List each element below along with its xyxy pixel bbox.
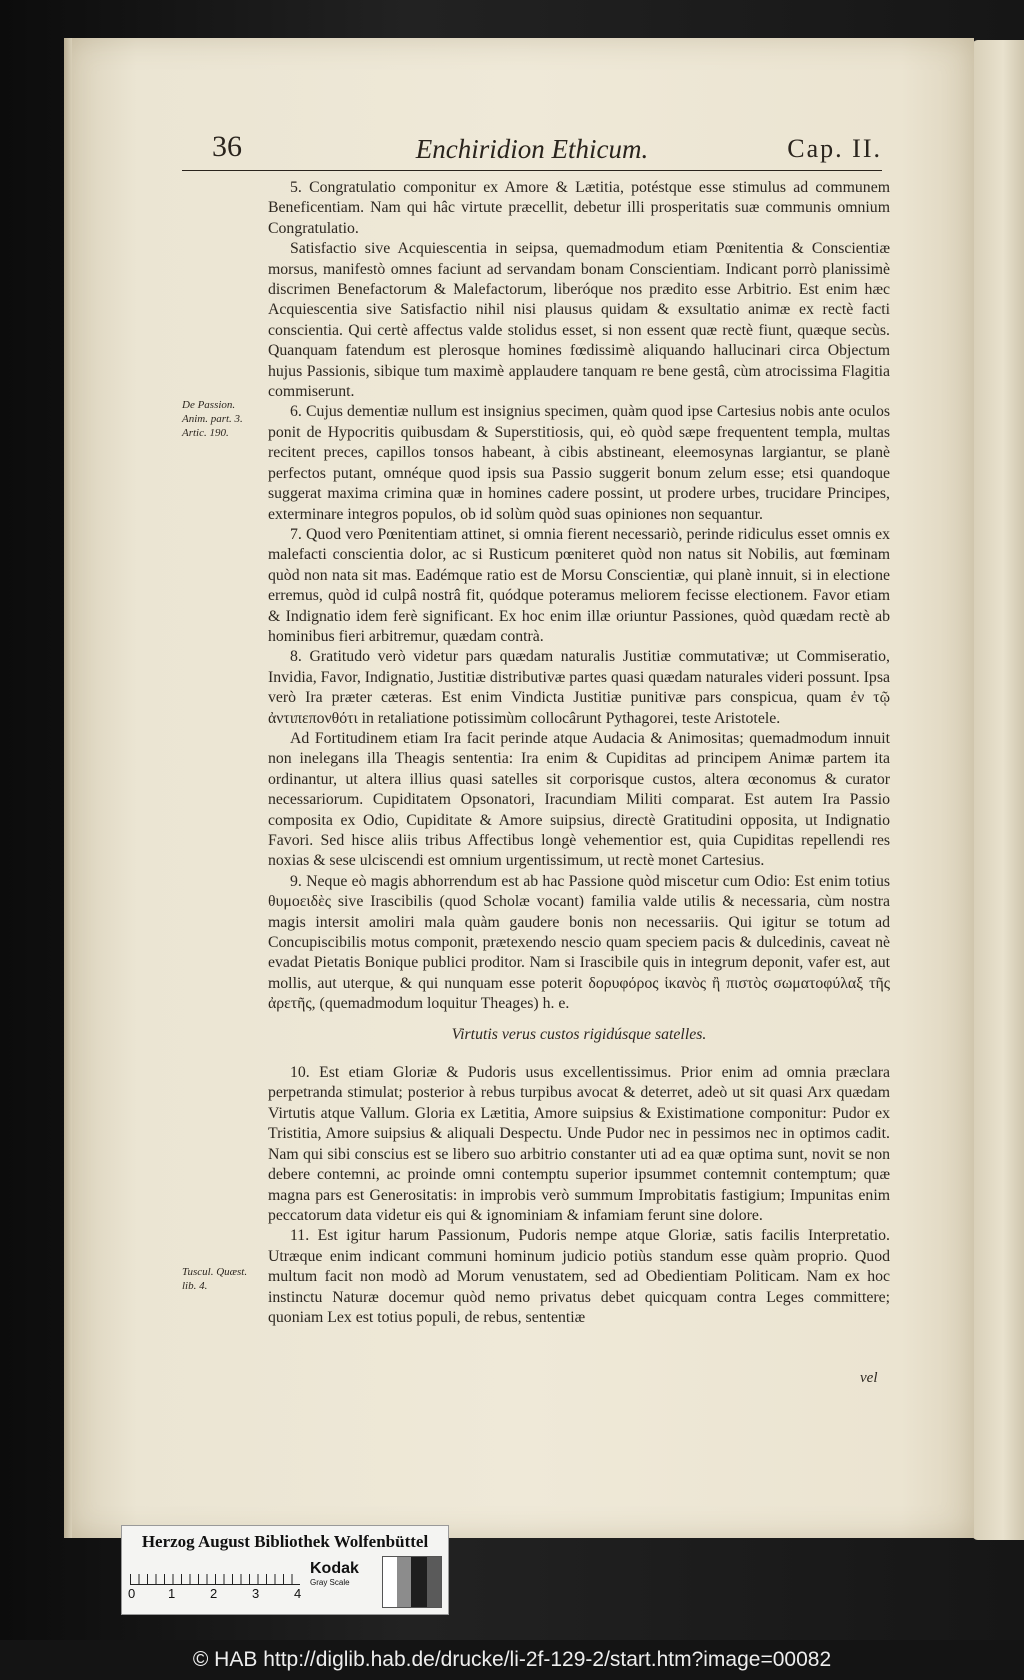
color-reference-card	[121, 1525, 449, 1615]
swatch-dark-gray	[427, 1557, 441, 1607]
gray-scale-swatches	[382, 1556, 442, 1608]
institution-label: Herzog August Bibliothek Wolfenbüttel	[141, 1532, 429, 1551]
swatch-white	[383, 1557, 397, 1607]
centered-verse: Virtutis verus custos rigidúsque satelles.	[451, 1025, 707, 1043]
paragraph-8: 8. Gratitudo verò videtur pars quædam naturalis Justitiæ commutativæ; ut Commiseratio, Invidia, Favor, Indignatio, Justitiæ distributivæ partes quasi quædam naturales videri possunt. Ipsa verò Ira præter cæteras. Est enim Vindicta Justitiæ punitivæ pars conspicua, quam ἐν τῷ ἀντιπεπονθότι in retaliatione potissimùm collocârunt Pythagorei, teste Aristotele.	[268, 648, 890, 727]
kodak-subtitle: Gray Scale	[310, 1578, 350, 1587]
kodak-logo	[310, 1560, 370, 1604]
kodak-brand: Kodak	[310, 1560, 359, 1577]
running-title: Enchiridion Ethicum.	[415, 134, 649, 164]
main-text	[268, 178, 890, 1328]
copyright-bar	[0, 1640, 1024, 1680]
adjacent-page-edge	[972, 40, 1024, 1540]
swatch-gray	[397, 1557, 411, 1607]
scale-ruler	[130, 1562, 300, 1585]
paragraph-satisfactio: Satisfactio sive Acquiescentia in seipsa, quemadmodum etiam Pœnitentia & Conscientiæ morsus, manifestò omnes faciunt ad servandam bonam Conscientiam. Indicant porrò planissimè discrimen Benefactorum & Malefactorum, liberóque nos prædito esse Arbitrio. Est enim hæc Acquiescentia sive Satisfactio nihil nisi plausus quidam & exsultatio animæ ex rectè facti conscientia. Qui certè affectus valde stolidus esset, si non essent quæ rectè fiunt, quæque secùs. Quanquam fatendum est plerosque homines fœdissimè aliquando hallucinari circa Objectum hujus Passionis, sibique tum maximè applaudere tanquam re bene gestâ, cùm atrocissima Flagitia commiserunt.	[268, 240, 890, 401]
margin-note-tuscul: Tuscul. Quæst. lib. 4.	[182, 1266, 248, 1292]
page-gutter	[64, 38, 72, 1538]
paragraph-11: 11. Est igitur harum Passionum, Pudoris nempe atque Gloriæ, satis facilis Interpretatio. Utræque enim indicant communi hominum judicio potiùs standum esse quàm proprio. Quod multum facit non modò ad Morum venustatem, sed ad Obedientiam Politicam. Nam ex hoc instinctu Naturæ docemur quòd nemo privatus debet quicquam contra Leges committere; quoniam Lex est totius populi, de rebus, sententiæ	[268, 1227, 890, 1326]
paragraph-9: 9. Neque eò magis abhorrendum est ab hac Passione quòd miscetur cum Odio: Est enim totius θυμοειδὲς sive Irascibilis (quod Scholæ vocant) familia valde utilis & necessaria, cùm nostra magis intersit amoliri mala quàm gaudere bonis non necessariis. Qui igitur se totum ad Concupiscibilis motus componit, prætexendo nescio quam speciem pacis & dulcedinis, caveat nè evadat Pietatis Bonique publici proditor. Nam si Irascibile quis in integrum deponit, vafer est, aut mollis, aut uterque, & qui nunquam esse poterit δορυφόρος ἱκανὸς ἢ πιστὸς σωματοφύλαξ τῆς ἀρετῆς, (quemadmodum loquitur Theages) h. e.	[268, 872, 890, 1013]
running-header	[182, 128, 882, 171]
page-number: 36	[212, 130, 242, 163]
ruler-number: 1	[168, 1586, 176, 1601]
paragraph-7: 7. Quod vero Pœnitentiam attinet, si omnia fierent necessariò, perinde ridiculus esset omnis ex malefacti conscientia dolor, ac si Rusticum pœniteret quòd non natus sit Nobilis, aut fœminam quòd non nata sit mas. Eadémque ratio est de Morsu Conscientiæ, qui planè innuit, si in electione erremus, quòd id culpâ nostrâ fit, quódque poteramus meliorem fecisse electionem. Favor etiam & Indignatio idem ferè significant. Ex hoc enim illæ oriuntur Passiones, quòd quædam rectè ab hominibus fieri arbitremur, quædam contrà.	[268, 525, 890, 645]
ruler-number: 2	[210, 1586, 218, 1601]
chapter-label: Cap. II.	[787, 134, 882, 163]
paragraph-6: 6. Cujus dementiæ nullum est insignius specimen, quàm quod ipse Cartesius nobis ante oculos ponit de Hypocritis quibusdam & Superstitiosis, qui, eò quòd sæpe frequentent templa, multas recitent preces, capillos tonsos habeant, à cibis abstineant, eleemosynas largiantur, se planè perfectos putant, omnéque quod ipsis sua Passio suggerit bonum zelum esse; etsi quandoque suggerat maxima crimina quæ in homines cadere possint, ut prodere urbes, trucidare Principes, exterminare integros populos, ob id solùm quòd suas opiniones non sequantur.	[268, 403, 890, 523]
ruler-numbers	[126, 1586, 306, 1606]
paragraph-5: 5. Congratulatio componitur ex Amore & Lætitia, potéstque esse stimulus ad communem Beneficentiam. Nam qui hâc virtute præcellit, debetur illi prosperitatis suæ communis omnium Congratulatio.	[268, 179, 890, 237]
ruler-number: 4	[294, 1586, 302, 1601]
paragraph-fortitudo: Ad Fortitudinem etiam Ira facit perinde atque Audacia & Animositas; quemadmodum innuit non inelegans illa Theagis sententia: Ira enim & Cupiditas ad principem Animæ partem ita ordinantur, ut altera illius quasi satelles sit corporisque custos, altera œconomus & curator necessariorum. Cupiditatem Opsonatori, Iracundiam Militi comparat. Est autem Ira Passio composita ex Odio, Cupiditate & Amore suipsius, directè Gratitudini opposita, ut Indignatio Favori. Sed hisce aliis tribus Affectibus longè vehementior est, quia Cupiditas repellendi res noxias & sese ulciscendi est omnium urgentissimum, ut rectè monet Cartesius.	[268, 729, 890, 870]
margin-note-de-passion: De Passion. Anim. part. 3. Artic. 190.	[182, 399, 243, 439]
catchword: vel	[860, 1370, 878, 1386]
paragraph-10: 10. Est etiam Gloriæ & Pudoris usus excellentissimus. Prior enim ad omnia præclara perpetranda stimulat; posterior à rebus turpibus avocat & deterret, adeò ut sit quasi Arx quædam Virtutis atque Vallum. Gloria ex Lætitia, Amore suipsius & Existimatione componitur: Pudor ex Tristitia, Amore suipsius & aliquali Despectu. Unde Pudor nec in pessimos nec in optimos cadit. Nam qui sibi conscius est se libero suo arbitrio constanter uti ad ea quæ optima sunt, novit se non debere contemni, ac proinde omni contemptu superior ipsummet contemnit contemptum; quæ magna pars est Generositatis: in improbis verò summum Improbitatis fastigium; Impunitas enim peccatorum data videtur eis qui & ignominiam & infamiam ferunt sine dolore.	[268, 1064, 890, 1224]
ruler-number: 0	[128, 1586, 136, 1601]
copyright-url: © HAB http://diglib.hab.de/drucke/li-2f-129-2/start.htm?image=00082	[192, 1648, 832, 1671]
ruler-number: 3	[252, 1586, 260, 1601]
swatch-black	[411, 1557, 427, 1607]
